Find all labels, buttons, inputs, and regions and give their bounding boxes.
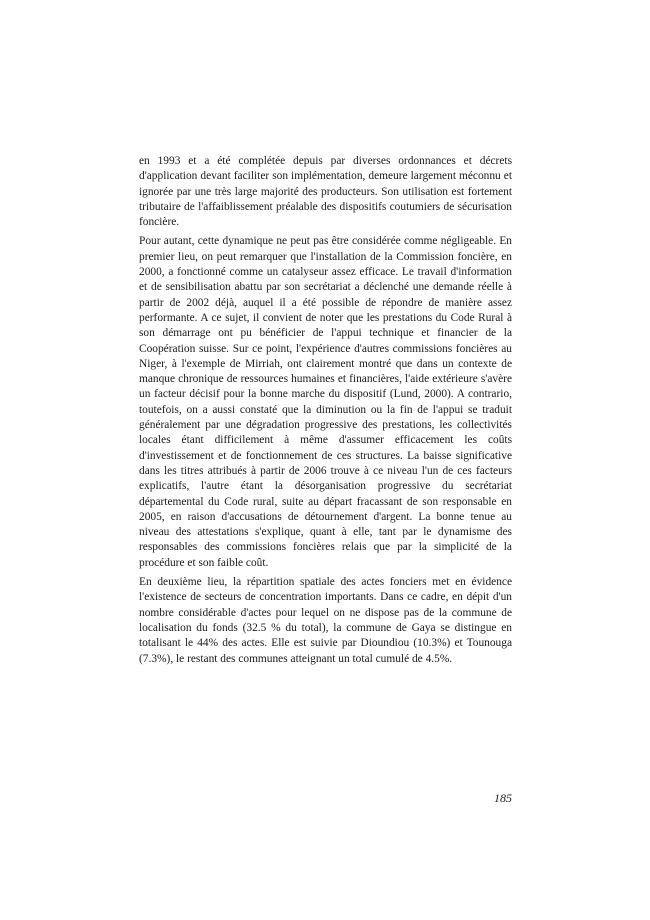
- paragraph-3: En deuxième lieu, la répartition spatiale des actes fonciers met en évidence l'existence de secteurs de concentration importants. Dans ce cadre, en dépit d'un nombre considérable d'actes pour lequel on ne dispose pas de la commune de localisation du fonds (32.5 % du total), la commune de Gaya se distingue en totalisant le 44% des actes. Elle est suivie par Dioundiou (10.3%) et Tounouga (7.3%), le restant des communes atteignant un total cumulé de 4.5%.: [139, 576, 512, 665]
- body-text: [139, 154, 512, 671]
- paragraph-2: Pour autant, cette dynamique ne peut pas être considérée comme négligeable. En premier lieu, on peut remarquer que l'installation de la Commission foncière, en 2000, a fonctionné comme un catalyseur assez efficace. Le travail d'information et de sensibilisation abattu par son secrétariat a déclenché une demande réelle à partir de 2002 déjà, auquel il a été possible de répondre de manière assez performante. A ce sujet, il convient de noter que les prestations du Code Rural à son démarrage ont pu bénéficier de l'appui technique et financier de la Coopération suisse. Sur ce point, l'expérience d'autres commissions foncières au Niger, à l'exemple de Mirriah, ont clairement montré que dans un contexte de manque chronique de ressources humaines et financières, l'aide extérieure s'avère un facteur décisif pour la bonne marche du dispositif (Lund, 2000). A contrario, toutefois, on a aussi constaté que la diminution ou la fin de l'appui se traduit généralement par une dégradation progressive des prestations, les collectivités locales étant difficilement à même d'assumer efficacement les coûts d'investissement et de fonctionnement de ces structures. La baisse significative dans les titres attribués à partir de 2006 trouve à ce niveau l'un de ces facteurs explicatifs, l'autre étant la désorganisation progressive du secrétariat départemental du Code rural, suite au départ fracassant de son responsable en 2005, en raison d'accusations de détournement d'argent. La bonne tenue au niveau des attestations s'explique, quant à elle, tant par le dynamisme des responsables des commissions foncières relais que par la simplicité de la procédure et son faible coût.: [139, 235, 512, 569]
- page-number: 185: [494, 791, 512, 805]
- paragraph-1: en 1993 et a été complétée depuis par diverses ordonnances et décrets d'application devant faciliter son implémentation, demeure largement méconnu et ignorée par une très large majorité des producteurs. Son utilisation est fortement tributaire de l'affaiblissement préalable des dispositifs coutumiers de sécurisation foncière.: [139, 155, 512, 229]
